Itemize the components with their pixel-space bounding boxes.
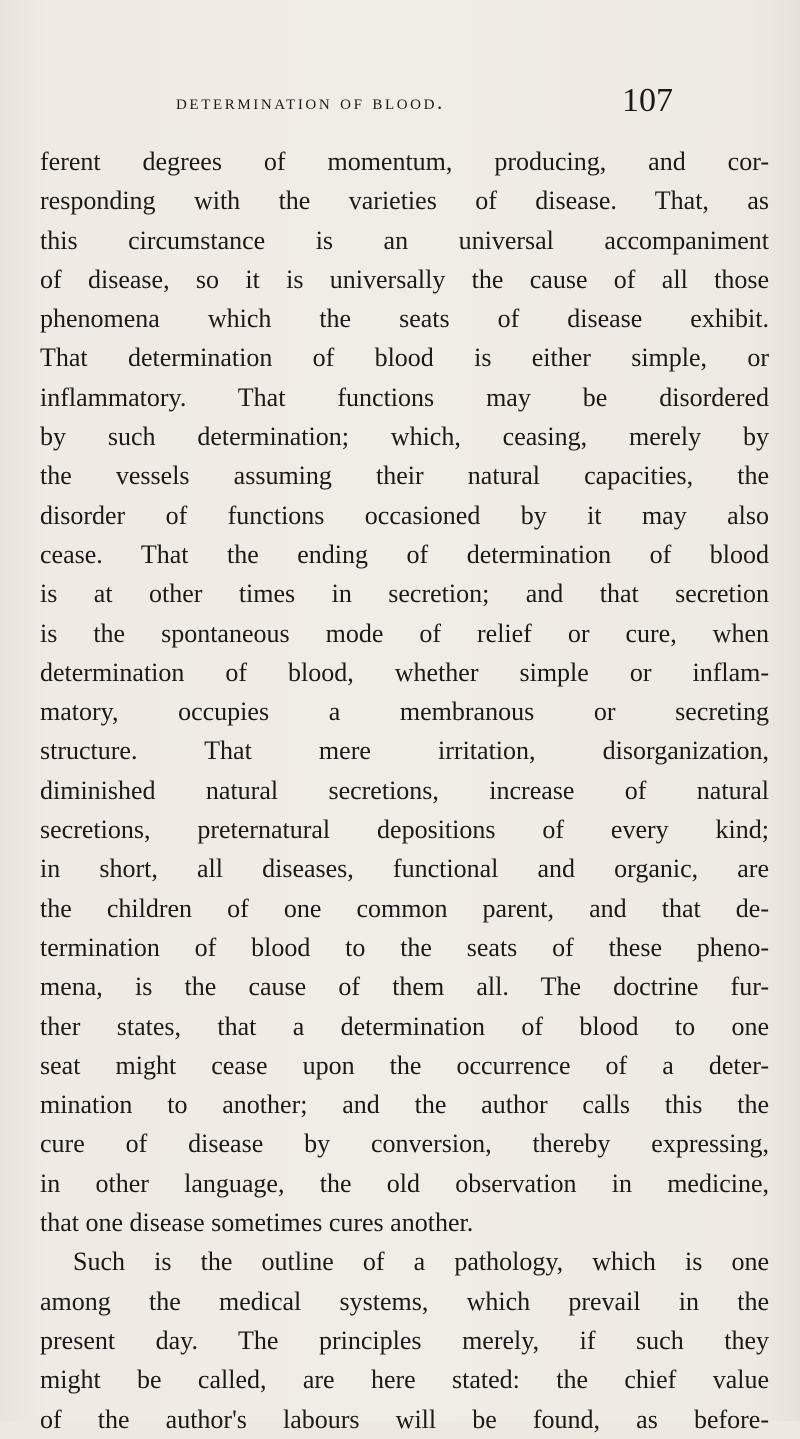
text-line: phenomena which the seats of disease exhibit. [40,304,769,334]
text-line: the vessels assuming their natural capacities, the [40,461,769,491]
paragraph-1 [40,142,769,1242]
body-text [40,142,769,1439]
text-line: structure. That mere irritation, disorganization, [40,736,769,766]
text-line: by such determination; which, ceasing, merely by [40,422,769,452]
text-line: That determination of blood is either simple, or [40,343,769,373]
text-line: determination of blood, whether simple or inflam- [40,657,769,687]
text-line: seat might cease upon the occurrence of a deter- [40,1050,769,1080]
text-line: ferent degrees of momentum, producing, and cor- [40,147,769,176]
text-line: in short, all diseases, functional and organic, are [40,854,769,884]
text-line: that one disease sometimes cures another. [40,1208,474,1238]
text-line: is at other times in secretion; and that secretion [40,579,769,609]
text-line: diminished natural secretions, increase of natural [40,775,769,805]
text-line: cure of disease by conversion, thereby expressing, [40,1129,769,1159]
text-line: responding with the varieties of disease. That, as [40,186,769,216]
text-line: mena, is the cause of them all. The doctrine fur- [40,972,769,1002]
text-line: cease. That the ending of determination of blood [40,539,769,569]
text-line: inflammatory. That functions may be disordered [40,382,769,412]
text-line: mination to another; and the author calls this the [40,1090,769,1120]
text-line: Such is the outline of a pathology, which is one [73,1247,769,1277]
page-number: 107 [622,82,673,119]
text-line: present day. The principles merely, if such they [40,1325,769,1355]
text-line: matory, occupies a membranous or secreting [40,697,769,727]
text-line: might be called, are here stated: the chief value [40,1365,769,1395]
text-line: termination of blood to the seats of these pheno- [40,932,769,962]
text-line: the children of one common parent, and that de- [40,893,769,923]
text-line: in other language, the old observation in medicine, [40,1168,769,1198]
text-line: is the spontaneous mode of relief or cure, when [40,618,769,648]
text-line: of disease, so it is universally the cause of all those [40,264,769,294]
text-line: this circumstance is an universal accompaniment [40,225,769,255]
text-line: among the medical systems, which prevail in the [40,1286,769,1316]
running-head-title: determination of blood. [176,90,445,114]
text-line: disorder of functions occasioned by it may also [40,500,769,530]
text-line: secretions, preternatural depositions of every kind; [40,815,769,845]
text-line: ther states, that a determination of blood to one [40,1011,769,1041]
running-head [176,82,696,132]
text-line: of the author's labours will be found, as before- [40,1404,769,1434]
paragraph-2 [40,1242,769,1438]
